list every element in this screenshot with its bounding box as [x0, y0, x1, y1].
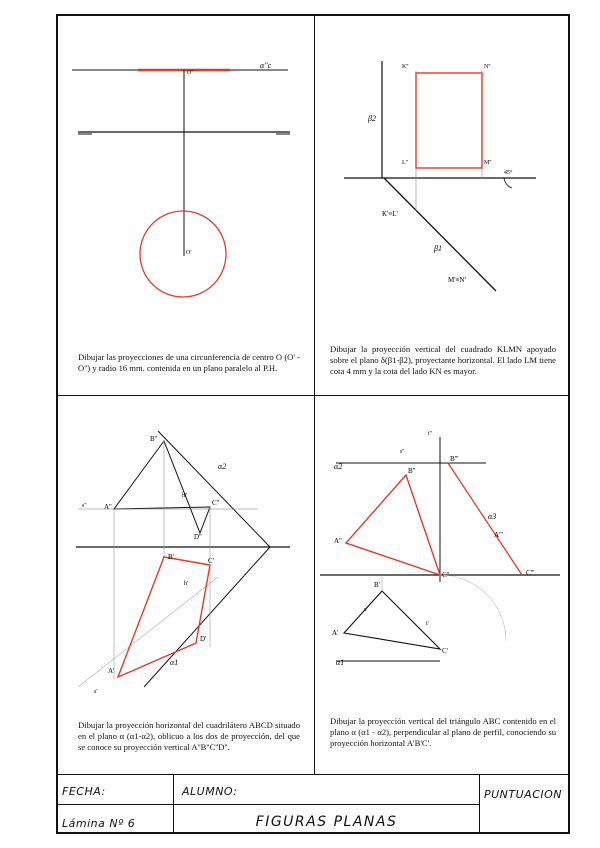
- p4-alpha2: α2: [334, 462, 343, 471]
- p1-o-horizontal-label: O': [186, 250, 192, 256]
- panel-divider-horizontal: [56, 395, 570, 396]
- p3-c-horizontal: C': [208, 557, 214, 565]
- p3-s-vertical: s'': [82, 503, 87, 509]
- panel-4-caption: Dibujar la proyección vertical del triángulo ABC contenido en el plano α (α1 - α2), perpendicular al plano de perfil, conociendo su proyección horizontal A'B'C'.: [330, 716, 556, 748]
- panel-2-drawing: [316, 16, 568, 346]
- p4-c-vertical: C'': [442, 571, 450, 579]
- alumno-cell[interactable]: [174, 774, 480, 804]
- p4-alpha1: α1: [336, 658, 345, 667]
- p3-s-horizontal: s': [94, 689, 98, 695]
- puntuacion-label: PUNTUACION: [484, 788, 563, 801]
- panel-4-drawing: [316, 397, 568, 712]
- p4-s-horizontal: s': [364, 607, 368, 613]
- title-block: [56, 774, 570, 834]
- p4-b-vertical: B'': [408, 467, 416, 475]
- p2-m-vertical: M'': [484, 160, 492, 166]
- alumno-label: ALUMNO:: [182, 785, 238, 798]
- p4-c-horizontal: C': [442, 647, 448, 655]
- p3-b-vertical: B'': [150, 435, 158, 443]
- p3-alpha2: α2: [218, 462, 227, 471]
- p4-b-profile: B''': [450, 455, 459, 463]
- panel-3-caption: Dibujar la proyección horizontal del cuadrilátero ABCD situado en el plano α (α1-α2), oblicuo a los dos de proyección, del que se conoce su proyección vertical A''B''C''D''.: [78, 720, 300, 752]
- lamina-cell: [56, 804, 174, 834]
- p4-a-horizontal: A': [332, 629, 339, 637]
- p3-alpha1: α1: [170, 658, 179, 667]
- p2-beta2-label: β2: [368, 114, 376, 123]
- lamina-label: Lámina Nº 6: [62, 817, 136, 830]
- panel-1-drawing: [58, 16, 314, 346]
- p3-d-horizontal: D': [200, 635, 207, 643]
- p3-b-horizontal: B': [168, 553, 174, 561]
- p2-l-vertical: L'': [402, 160, 408, 166]
- fecha-label: FECHA:: [62, 785, 106, 798]
- p2-mn-horizontal: M'≡N': [448, 276, 466, 284]
- panel-3-drawing: [58, 397, 314, 712]
- p2-n-vertical: N'': [484, 64, 491, 70]
- p4-c-profile: C''': [526, 569, 535, 577]
- p2-kl-horizontal: K'≡L': [382, 210, 398, 218]
- titulo-cell: [174, 804, 480, 834]
- panel-1-caption: Dibujar las proyecciones de una circunferencia de centro O (O' - O'') y radio 16 mm. contenida en un plano paralelo al P.H.: [78, 352, 300, 373]
- p3-h-horizontal: h': [184, 581, 189, 587]
- p3-a-horizontal: A': [108, 667, 115, 675]
- p2-beta1-label: β1: [434, 244, 442, 253]
- fecha-cell: [56, 774, 174, 804]
- panel-divider-vertical: [314, 14, 315, 774]
- p3-c-vertical: C'': [212, 499, 220, 507]
- p4-b-horizontal: B': [374, 581, 380, 589]
- puntuacion-cell: [480, 774, 570, 834]
- p1-o-vertical-label: O'': [187, 70, 194, 76]
- p3-d-vertical: D'': [194, 533, 202, 541]
- p2-angle-label: 45°: [504, 170, 513, 176]
- p4-s-vertical: s'': [400, 449, 405, 455]
- p3-h-vertical: h'': [182, 493, 188, 499]
- p4-t-horizontal: t': [426, 621, 429, 627]
- p4-a-profile: A''': [494, 531, 503, 539]
- p3-a-vertical: A'': [104, 503, 112, 511]
- p4-alpha3: α3: [488, 512, 497, 521]
- p1-alpha-label: α''c: [260, 61, 272, 70]
- panel-2-caption: Dibujar la proyección vertical del cuadrado KLMN apoyado sobre el plano δ(β1-β2), proyectante horizontal. El lado LM tiene cota 4 mm y la cota del lado KN es mayor.: [330, 344, 556, 376]
- titulo-label: FIGURAS PLANAS: [255, 814, 398, 830]
- p4-a-vertical: A'': [334, 537, 342, 545]
- p4-t-vertical: t'': [428, 431, 432, 437]
- p2-k-vertical: K'': [402, 64, 409, 70]
